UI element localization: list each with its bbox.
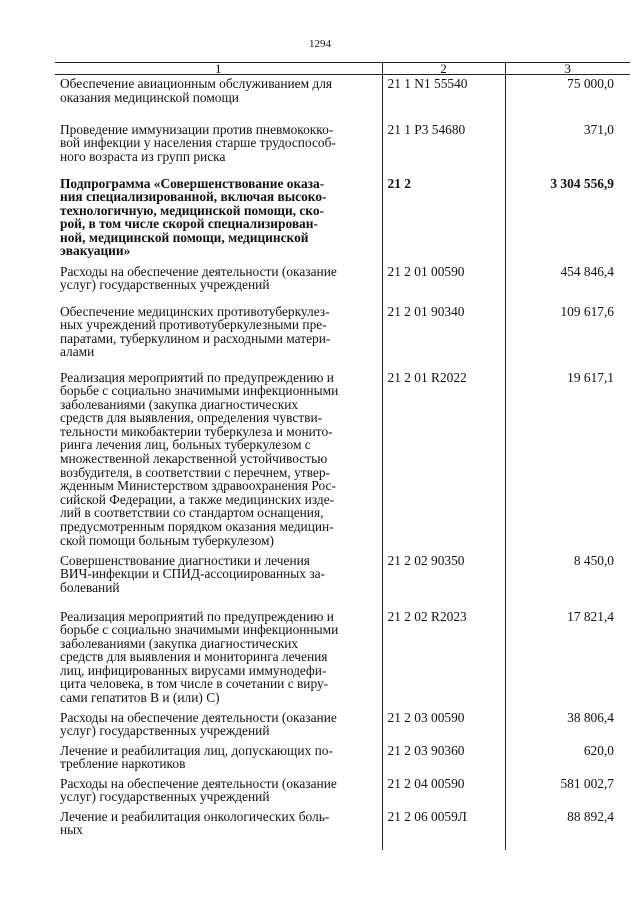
budget-table <box>55 62 630 850</box>
row-description: Расходы на обеспечение деятельности (оказание услуг) государственных учреждений <box>60 709 337 739</box>
table-row <box>55 121 630 175</box>
row-amount: 88 892,4 <box>505 808 630 850</box>
row-description: Совершенствование диагностики и лечения ВИЧ-инфекции и СПИД-ассоциированных за- болеваний <box>60 552 326 595</box>
row-description: Реализация мероприятий по предупреждению и борьбе с социально значимыми инфекционными заболеваниями (закупка диагностических средств для выявления, определения чувстви- тельности микобактерии туберкулеза и монито- ринга лечения лиц, больных туберкулезом с множественной лекарственной устойчивостью возбудителя, в соответствии с перечнем, утвер- жденным Министерством здравоохранения Рос- сийской Федерации, а также медицинских изде- лий в соответствии со стандартом оснащения, предусмотренным порядком оказания медицин- ской помощи больным туберкулезом) <box>60 369 339 548</box>
table-row <box>55 303 630 369</box>
row-code: 21 2 04 00590 <box>382 775 505 808</box>
row-amount: 454 846,4 <box>505 263 630 303</box>
table-row <box>55 608 630 709</box>
row-description: Расходы на обеспечение деятельности (оказание услуг) государственных учреждений <box>60 263 337 293</box>
row-description: Лечение и реабилитация лиц, допускающих по- требление наркотиков <box>60 742 333 772</box>
row-code: 21 2 <box>382 175 505 263</box>
row-description: Подпрограмма «Совершенствование оказа- ния специализированной, включая высоко- технологичную, медицинской помощи, ско- рой, в том числе скорой специализирован- ной, медицинской помощи, медицинской эвакуации» <box>60 175 327 259</box>
row-description: Обеспечение авиационным обслуживанием для оказания медицинской помощи <box>60 76 333 105</box>
row-code: 21 1 N1 55540 <box>382 75 505 121</box>
row-code: 21 1 P3 54680 <box>382 121 505 175</box>
table-row <box>55 709 630 742</box>
row-amount: 620,0 <box>505 742 630 775</box>
table-row <box>55 552 630 608</box>
row-amount: 19 617,1 <box>505 369 630 552</box>
row-code: 21 2 01 90340 <box>382 303 505 369</box>
row-description: Лечение и реабилитация онкологических боль- ных <box>60 808 330 838</box>
row-code: 21 2 02 90350 <box>382 552 505 608</box>
column-header-1: 1 <box>55 63 382 75</box>
table-row <box>55 263 630 303</box>
row-description: Реализация мероприятий по предупреждению и борьбе с социально значимыми инфекционными заболеваниями (закупка диагностических средств для выявления и мониторинга лечения лиц, инфицированных вирусами иммунодефи- цита человека, в том числе в сочетании с виру- сами гепатитов В и (или) С) <box>60 608 339 706</box>
row-description: Обеспечение медицинских противотуберкулез- ных учреждений противотуберкулезными пре- паратами, туберкулином и расходными матери- алами <box>60 303 331 360</box>
table-row-subprogram <box>55 175 630 263</box>
table-row <box>55 75 630 121</box>
page-number: 1294 <box>309 38 331 50</box>
table-row <box>55 369 630 552</box>
row-amount: 17 821,4 <box>505 608 630 709</box>
table-header-row <box>55 63 630 75</box>
column-header-3: 3 <box>505 63 630 75</box>
table-row <box>55 775 630 808</box>
row-amount: 581 002,7 <box>505 775 630 808</box>
table-row <box>55 808 630 850</box>
row-amount: 38 806,4 <box>505 709 630 742</box>
table-row <box>55 742 630 775</box>
row-code: 21 2 02 R2023 <box>382 608 505 709</box>
row-description: Расходы на обеспечение деятельности (оказание услуг) государственных учреждений <box>60 775 337 805</box>
column-header-2: 2 <box>382 63 505 75</box>
row-code: 21 2 03 00590 <box>382 709 505 742</box>
row-code: 21 2 01 R2022 <box>382 369 505 552</box>
row-amount: 371,0 <box>505 121 630 175</box>
row-amount: 75 000,0 <box>505 75 630 121</box>
row-description: Проведение иммунизации против пневмококко- вой инфекции у населения старше трудоспособ- ного возраста из групп риска <box>60 121 336 164</box>
row-amount: 109 617,6 <box>505 303 630 369</box>
row-amount: 3 304 556,9 <box>505 175 630 263</box>
row-amount: 8 450,0 <box>505 552 630 608</box>
row-code: 21 2 01 00590 <box>382 263 505 303</box>
row-code: 21 2 03 90360 <box>382 742 505 775</box>
row-code: 21 2 06 0059Л <box>382 808 505 850</box>
